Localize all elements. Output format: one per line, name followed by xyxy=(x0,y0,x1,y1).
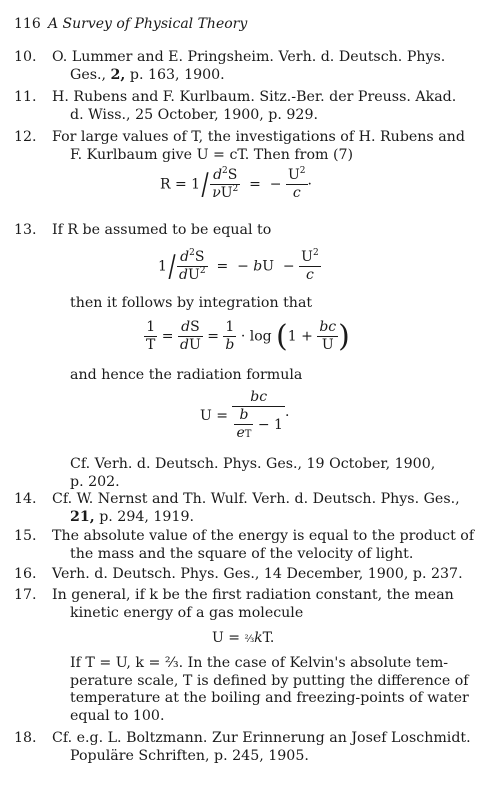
note-13-text xyxy=(70,456,435,491)
note-text: Cf. W. Nernst and Th. Wulf. Verh. d. Deutsch. Phys. Ges., xyxy=(52,491,460,507)
note-13 xyxy=(14,222,272,240)
page-header xyxy=(14,16,247,32)
note-text-line2 xyxy=(52,509,460,527)
note-13-text: then it follows by integration that xyxy=(70,295,313,311)
note-17-paragraph xyxy=(70,655,469,725)
note-text: If T = U, k = ⅔. In the case of Kelvin's absolute tem- xyxy=(70,655,449,671)
note-text: Ges., xyxy=(70,66,111,83)
note-number: 17. xyxy=(14,587,37,603)
note-13-text: and hence the radiation formula xyxy=(70,367,303,383)
note-text: p. 202. xyxy=(70,473,120,490)
equation-kinetic-energy: U = ⅔kT. xyxy=(212,630,275,646)
equation-resistance: R = 1/ $\frac{d^2S}{\nu U^2}$ = − $\frac{U^2}{c}$ · xyxy=(160,166,312,202)
note-text-line2: the mass and the square of the velocity of light. xyxy=(70,545,414,562)
note-text: p. 163, 1900. xyxy=(125,66,225,83)
note-number: 10. xyxy=(14,49,37,65)
volume-number: 2, xyxy=(110,66,126,83)
note-text: Cf. e.g. L. Boltzmann. Zur Erinnerung an Josef Loschmidt. xyxy=(52,730,471,746)
equation-radiation-formula: U = bc $\frac{b}{eT}$ − 1 · xyxy=(200,389,290,441)
note-text: O. Lummer and E. Pringsheim. Verh. d. Deutsch. Phys. xyxy=(52,49,446,65)
note-text: The absolute value of the energy is equal to the product of xyxy=(52,528,475,544)
note-11 xyxy=(14,89,457,124)
note-number: 13. xyxy=(14,222,37,238)
note-number: 18. xyxy=(14,730,37,746)
note-text: Verh. d. Deutsch. Phys. Ges., 14 December, 1900, p. 237. xyxy=(52,566,463,582)
note-15 xyxy=(14,528,475,563)
equation-assumption: 1/ $\frac{d^2S}{dU^2}$ = − bU − $\frac{U^2}{c}$ xyxy=(158,248,319,284)
volume-number: 21, xyxy=(70,508,95,525)
note-10 xyxy=(14,49,446,84)
note-17 xyxy=(14,587,454,622)
note-number: 12. xyxy=(14,129,37,145)
note-text: Cf. Verh. d. Deutsch. Phys. Ges., 19 October, 1900, xyxy=(70,456,436,472)
note-text: If R be assumed to be equal to xyxy=(52,222,272,238)
note-text: perature scale, T is defined by putting the difference of xyxy=(70,672,469,689)
note-text: In general, if k be the first radiation constant, the mean xyxy=(52,587,454,603)
note-number: 15. xyxy=(14,528,37,544)
note-text: equal to 100. xyxy=(70,707,165,724)
note-number: 16. xyxy=(14,566,37,582)
note-text: p. 294, 1919. xyxy=(94,508,195,525)
note-text: H. Rubens and F. Kurlbaum. Sitz.-Ber. der Preuss. Akad. xyxy=(52,89,457,105)
page-number: 116 xyxy=(14,16,41,32)
note-text-line2 xyxy=(52,67,445,85)
note-12 xyxy=(14,129,465,164)
note-text: For large values of T, the investigations of H. Rubens and xyxy=(52,129,465,145)
note-number: 11. xyxy=(14,89,37,105)
note-text-line2: Populäre Schriften, p. 245, 1905. xyxy=(70,747,309,764)
note-text: temperature at the boiling and freezing-points of water xyxy=(70,690,469,706)
note-16 xyxy=(14,566,463,584)
note-text-line2: F. Kurlbaum give U = cT. Then from (7) xyxy=(70,146,354,163)
equation-integration: $\frac{1}{T}$ = $\frac{dS}{dU}$ = $\frac{1}{b}$ · log (1 + $\frac{bc}{U}$ ) xyxy=(146,318,350,354)
note-text-line2: kinetic energy of a gas molecule xyxy=(70,604,304,621)
note-18 xyxy=(14,730,471,765)
note-text-line2: d. Wiss., 25 October, 1900, p. 929. xyxy=(70,106,318,123)
note-14 xyxy=(14,491,460,526)
note-number: 14. xyxy=(14,491,37,507)
running-title: A Survey of Physical Theory xyxy=(48,16,248,32)
